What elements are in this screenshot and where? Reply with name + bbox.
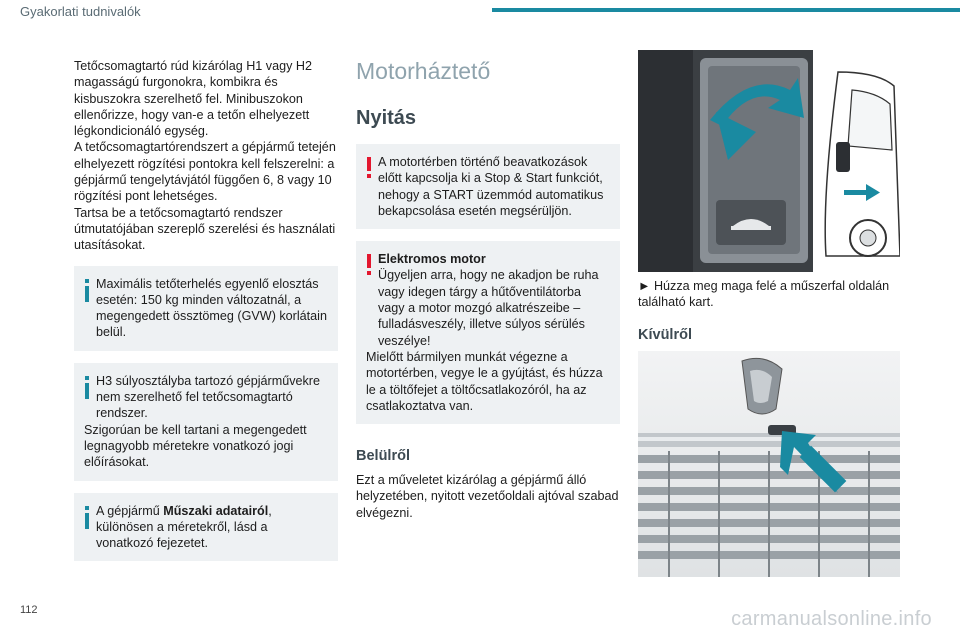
grille-hood-release-illustration (638, 351, 900, 577)
subheading-inside: Belülről (356, 448, 410, 465)
body-paragraph: Tetőcsomagtartó rúd kizárólag H1 vagy H2 magasságú furgonokra, kombikra és kisbuszokra szerelhető fel. Minibuszokon ellenőrizze, hogy van-e a tetőn elhelyezett légkondicionáló egység. (74, 59, 312, 139)
hood-release-lever-illustration (638, 50, 900, 272)
note-text: A gépjármű Műszaki adatairól, különösen a méretekről, lásd a vonatkozó fejezetet. (96, 503, 272, 551)
note-text: Ügyeljen arra, hogy ne akadjon be ruha vagy idegen tárgy a hűtőventilátorba vagy a motor mozgó alkatrészeibe – fulladásveszély, illetve súlyos sérülés veszélye! (378, 268, 599, 348)
note-text: A motortérben történő beavatkozások előtt kapcsolja ki a Stop & Start funkciót, nehogy a START üzemmód automatikus bekapcsolása esetén megsérüljön. (378, 155, 604, 218)
warning-icon (366, 254, 374, 275)
page-title: Motorháztető (356, 58, 491, 84)
column-2 (356, 58, 620, 521)
section-header: Gyakorlati tudnivalók (20, 4, 141, 19)
section-heading: Nyitás (356, 107, 417, 129)
body-paragraph: A tetőcsomagtartórendszert a gépjármű tetején elhelyezett rögzítési pontokra kell felszerelni: a gépjármű tengelytávjától függően 6, 8 vagy 10 rögzítési pont lehetséges. (74, 140, 336, 204)
info-note-roof-load (74, 266, 338, 351)
watermark: carmanualsonline.info (731, 608, 932, 630)
instruction-text: ► Húzza meg maga felé a műszerfal oldalán található kart. (638, 279, 890, 310)
body-paragraph: Tartsa be a tetőcsomagtartó rendszer útmutatójában szereplő szerelési és használati utasításokat. (74, 205, 336, 253)
warning-note-electric-motor (356, 241, 620, 424)
info-icon (84, 279, 92, 302)
page-number: 112 (20, 604, 38, 616)
note-text: Maximális tetőterhelés egyenlő elosztás esetén: 150 kg minden változatnál, a megengedett össztömeg (GVW) korlátain belül. (96, 276, 327, 340)
info-note-h3 (74, 363, 338, 481)
body-paragraph: Ezt a műveletet kizárólag a gépjármű álló helyzetében, nyitott vezetőoldali ajtóval szabad elvégezni. (356, 473, 619, 520)
column-3 (638, 50, 900, 577)
note-text: Szigorúan be kell tartani a megengedett legnagyobb méretekre vonatkozó jogi előírásokat. (84, 422, 307, 470)
info-icon (84, 506, 92, 529)
info-icon (84, 376, 92, 399)
note-title: Elektromos motor (378, 252, 486, 267)
warning-icon (366, 157, 374, 178)
header-accent-bar (492, 8, 960, 12)
column-1 (74, 58, 338, 561)
note-text: Mielőtt bármilyen munkát végezne a motortérben, vegye le a gyújtást, és húzza le a töltőfejet a töltőcsatlakozóról, ha az csatlakoztatva van. (366, 349, 603, 413)
info-note-specs (74, 493, 338, 562)
warning-note-stop-start (356, 144, 620, 229)
subheading-outside: Kívülről (638, 326, 692, 343)
note-text: H3 súlyosztályba tartozó gépjárművekre nem szerelhető fel tetőcsomagtartó rendszer. (96, 373, 320, 421)
